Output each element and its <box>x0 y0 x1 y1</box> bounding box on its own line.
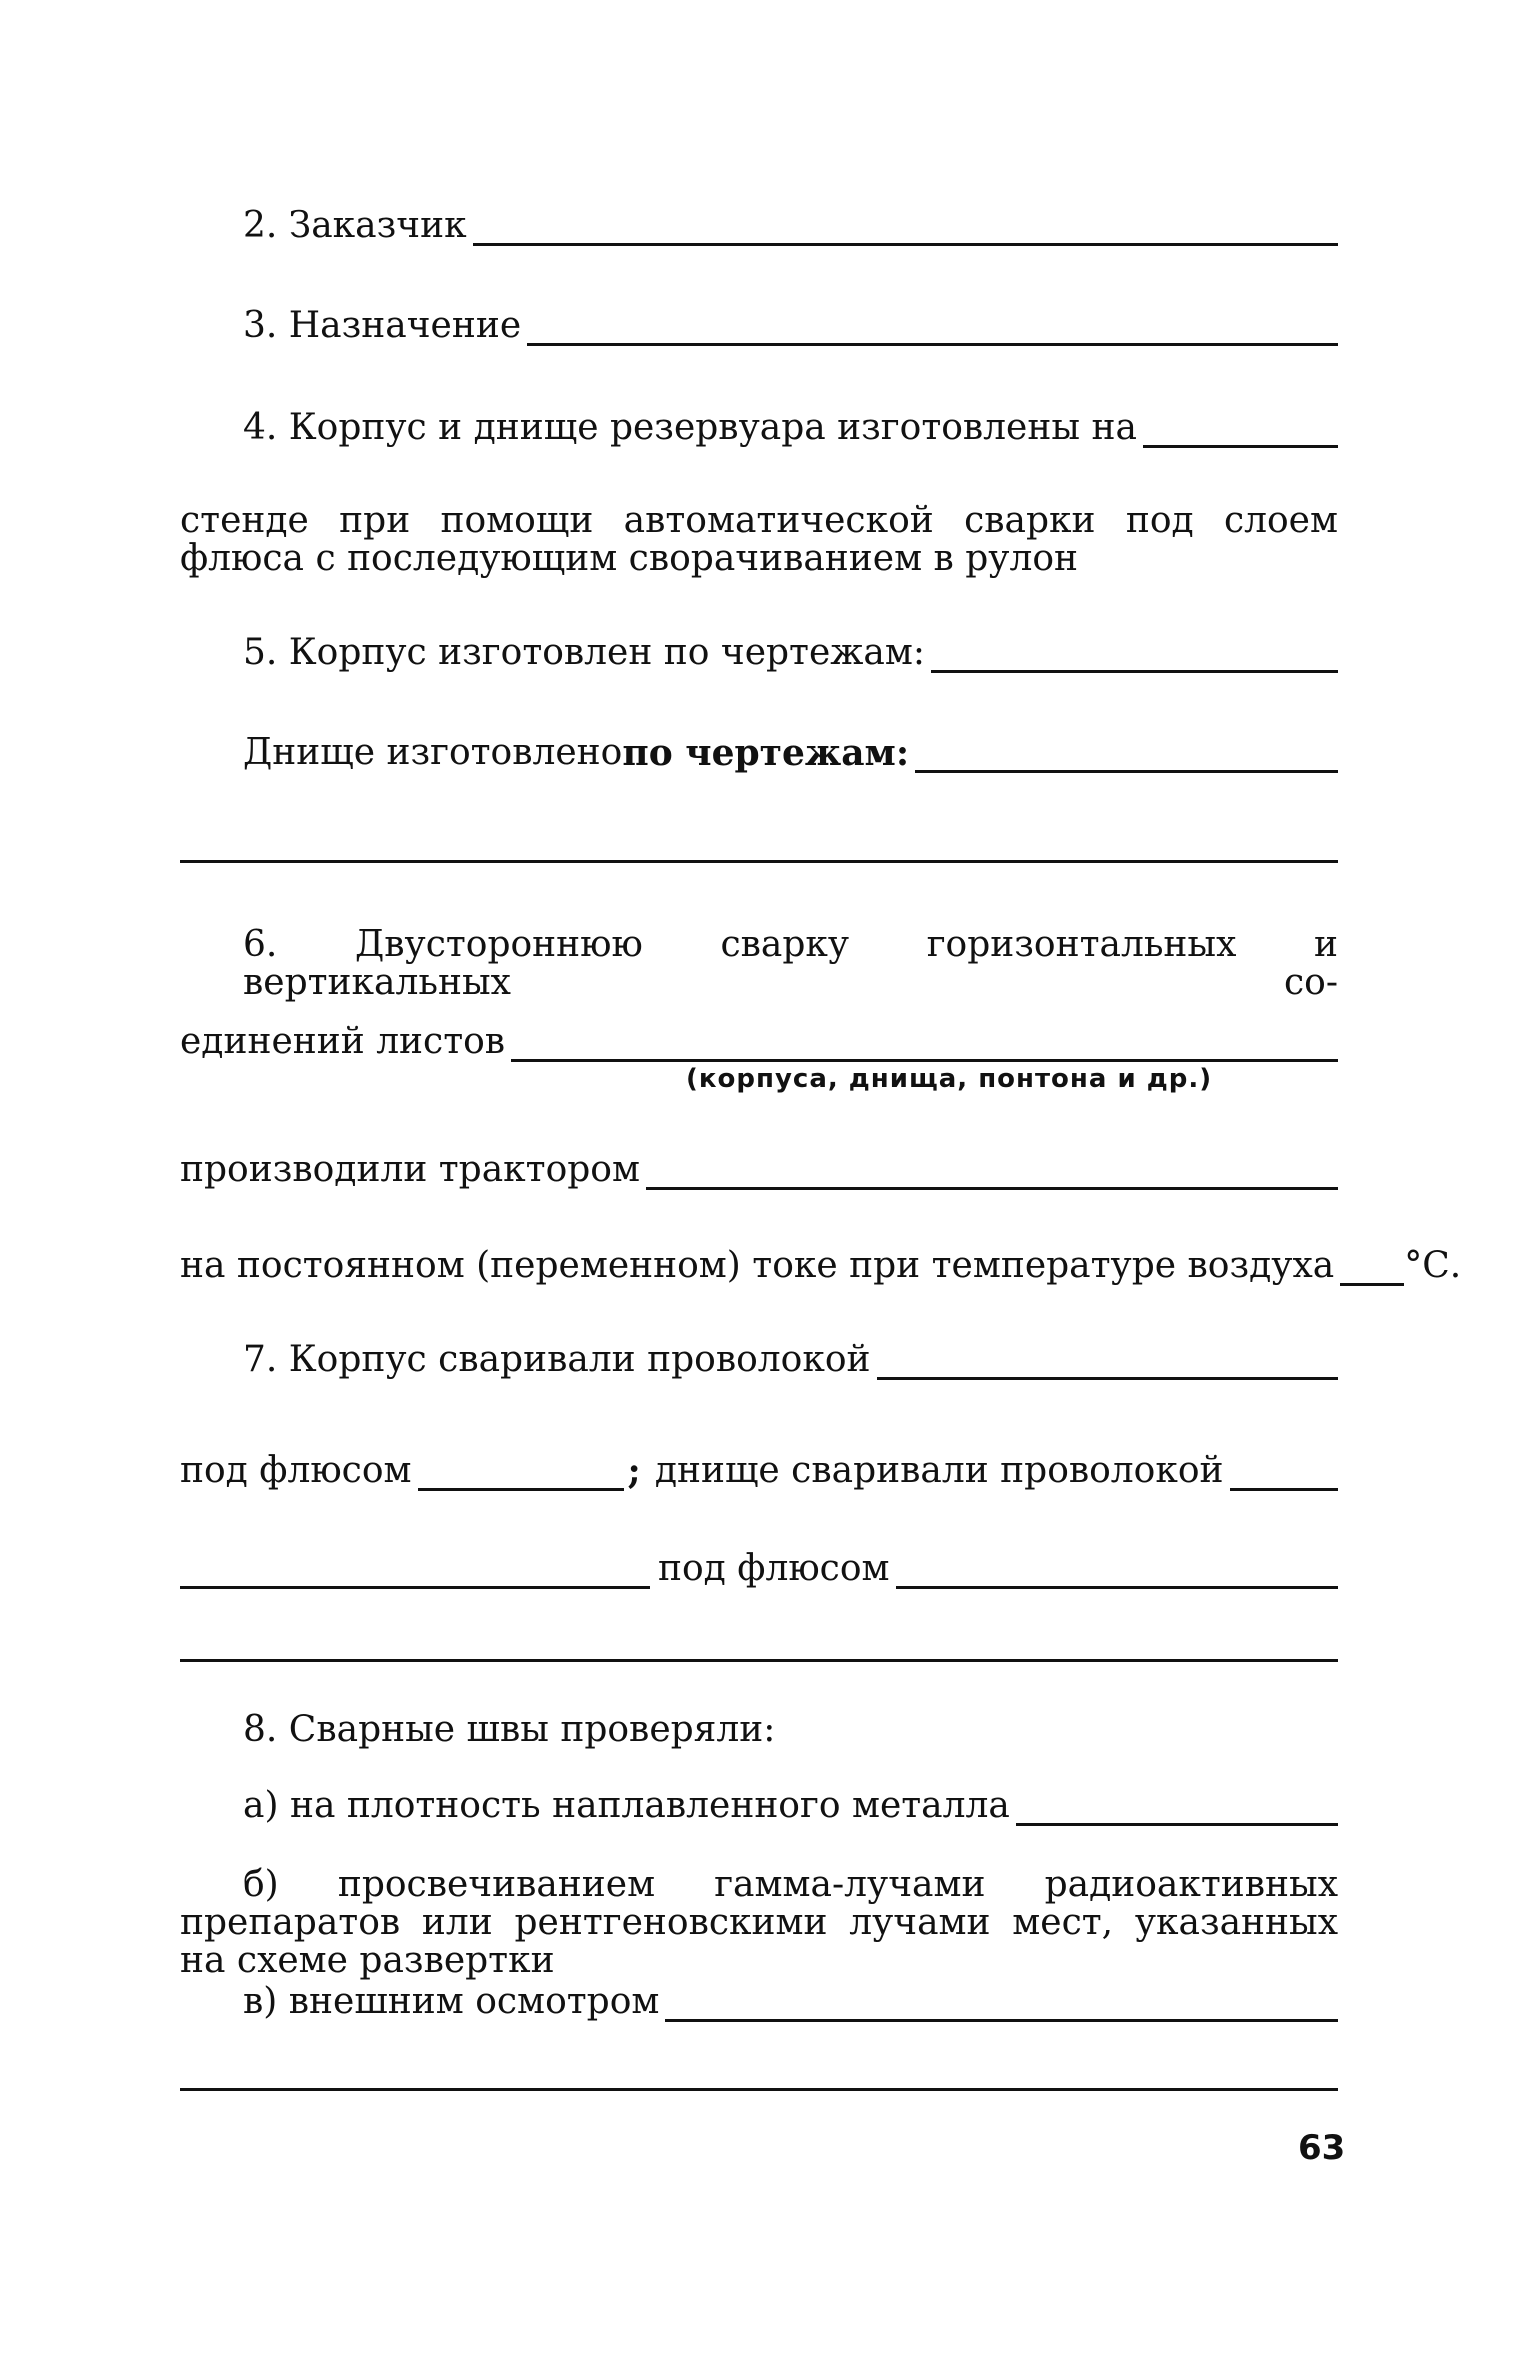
item7-wire-field[interactable] <box>877 1349 1339 1380</box>
item7-line <box>243 1340 1338 1380</box>
item7-flux2-label: под флюсом <box>658 1548 890 1589</box>
page-number: 63 <box>1298 2128 1346 2168</box>
blank-rule-2[interactable] <box>180 1659 1338 1662</box>
item7-prefix-field[interactable] <box>180 1558 650 1589</box>
purpose-line <box>243 306 1338 346</box>
item5-bottom-label-b: по чертежам: <box>622 732 910 774</box>
item8a-field[interactable] <box>1016 1795 1338 1826</box>
item5-shell-line <box>243 633 1338 673</box>
air-temperature-field[interactable] <box>1340 1255 1404 1286</box>
item6-current-label: на постоянном (переменном) токе при температуре воздуха <box>180 1245 1335 1286</box>
blank-rule-1[interactable] <box>180 860 1338 863</box>
item6-tractor-field[interactable] <box>646 1159 1338 1190</box>
item4-continuation: стенде при помощи автоматической сварки под слоем флюса с последующим сворачиванием в рулон <box>180 500 1338 579</box>
item5-bottom-field[interactable] <box>915 742 1338 773</box>
item5-bottom-line <box>243 733 1338 773</box>
item6-text: 6. Двустороннюю сварку горизонтальных и вертикальных со- <box>243 924 1338 1003</box>
customer-label: 2. Заказчик <box>243 205 467 246</box>
item8-label: 8. Сварные швы проверяли: <box>243 1709 776 1750</box>
item6-current-line <box>180 1245 1462 1286</box>
item8b-text: б) просвечиванием гамма-лучами радиоактивных препаратов или рентгеновскими лучами мест, указанных на схеме развертки <box>180 1864 1338 1981</box>
item7-flux1-field[interactable] <box>418 1460 624 1491</box>
item4-line <box>243 408 1338 448</box>
item7-flux1-label: под флюсом <box>180 1450 412 1491</box>
item5-bottom-label-a: Днище изготовлено <box>243 732 623 773</box>
item6-joints-field[interactable] <box>511 1031 1338 1062</box>
item5-shell-field[interactable] <box>931 642 1338 673</box>
item7-bottom-wire-field[interactable] <box>1230 1460 1338 1491</box>
item6-joints-label: единений листов <box>180 1021 506 1062</box>
item8c-field[interactable] <box>665 1991 1338 2022</box>
purpose-field[interactable] <box>527 315 1338 346</box>
blank-rule-3[interactable] <box>180 2088 1338 2091</box>
item4-label: 4. Корпус и днище резервуара изготовлены на <box>243 407 1137 448</box>
semicolon: ; <box>627 1450 641 1492</box>
purpose-label: 3. Назначение <box>243 305 522 346</box>
customer-line <box>243 206 1338 246</box>
item5-shell-label: 5. Корпус изготовлен по чертежам: <box>243 632 925 673</box>
item7-label: 7. Корпус сваривали проволокой <box>243 1339 871 1380</box>
item7-flux2-field[interactable] <box>896 1558 1338 1589</box>
item8a-label: а) на плотность наплавленного металла <box>243 1785 1010 1826</box>
item6-joints-caption: (корпуса, днища, понтона и др.) <box>686 1064 1213 1094</box>
item6-tractor-label: производили трактором <box>180 1149 640 1190</box>
item7-flux-line <box>180 1451 1338 1491</box>
item8c-label: в) внешним осмотром <box>243 1981 660 2022</box>
item8a-line <box>243 1786 1338 1826</box>
item6-tractor-line <box>180 1150 1338 1190</box>
item7-bottom-label: днище сваривали проволокой <box>654 1450 1224 1491</box>
celsius-unit: °С. <box>1404 1245 1462 1286</box>
customer-field[interactable] <box>473 215 1338 246</box>
item4-field[interactable] <box>1143 417 1338 448</box>
item8-line <box>243 1710 775 1750</box>
item6-joints-line <box>180 1022 1338 1062</box>
item8c-line <box>243 1982 1338 2022</box>
item7-flux2-line <box>180 1549 1338 1589</box>
